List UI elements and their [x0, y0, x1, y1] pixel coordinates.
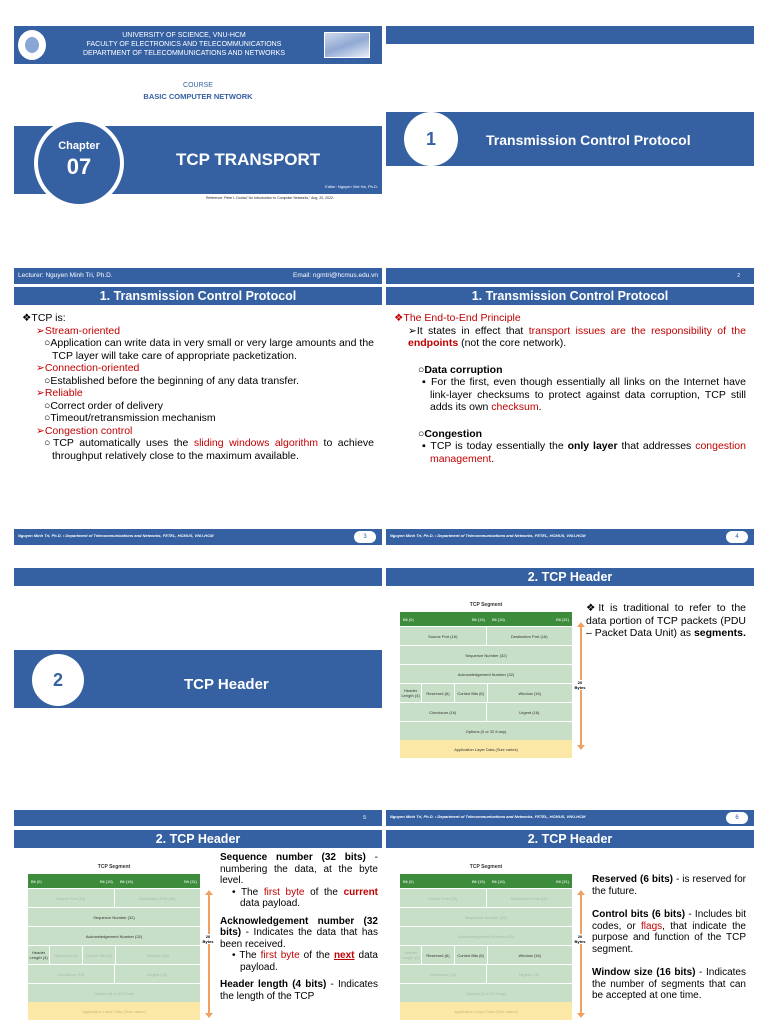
window-field: Window (16): [518, 690, 541, 696]
ack-bullet-end: data payload.: [240, 950, 378, 973]
bit-0-label: Bit (0): [403, 617, 414, 622]
seq-heading: Sequence number (32 bits): [220, 852, 366, 863]
footer-text: Nguyen Minh Tri, Ph.D. • Department of Telecommunications and Networks, FETEL, HCMUS, VNU-HCM: [390, 533, 586, 538]
footer-text: Nguyen Minh Tri, Ph.D. • Department of Telecommunications and Networks, FETEL, HCMUS, VNU-HCM: [390, 814, 586, 819]
page-number: 2: [737, 273, 740, 279]
bit-15-label: Bit (15): [100, 879, 113, 884]
lecturer-email: Email: ngmtri@hcmus.edu.vn: [293, 272, 378, 279]
bytes-label: 20 Bytes: [572, 934, 588, 944]
ack-number-field: Acknowledgement Number (32): [457, 671, 515, 677]
congestion-desc: TCP is today essentially the: [430, 440, 568, 452]
urgent-field: Urgent (16): [519, 709, 540, 715]
bit-header-row: [400, 612, 572, 626]
ack-heading: Acknowledgement number (32 bits): [220, 915, 378, 938]
chapter-label: Chapter: [58, 140, 100, 152]
section-number: 2: [32, 654, 84, 706]
size-arrow-icon: [208, 894, 210, 1014]
department-logo: [324, 32, 370, 58]
header-length-desc: - Indicates the length of the TCP: [220, 979, 378, 1002]
page-number: 6: [726, 812, 748, 824]
course-name: BASIC COMPUTER NETWORK: [143, 92, 253, 101]
circle-bullet-icon: ○: [44, 399, 51, 412]
checksum-term: checksum: [491, 401, 539, 413]
endpoints-term: endpoints: [408, 337, 459, 349]
congestion-desc-mid: that addresses: [617, 440, 696, 452]
control-bits-field: Control Bits (6): [83, 946, 116, 964]
flags-row: [28, 945, 200, 964]
slide-title: 2. TCP Header: [386, 568, 754, 586]
end-to-end-slide: [386, 287, 754, 545]
slide-title: 2. TCP Header: [14, 830, 382, 848]
conn-desc: Established before the beginning of any data transfer.: [50, 374, 300, 387]
current-term: current: [343, 886, 379, 898]
slide-body: [22, 311, 374, 462]
principle-heading: The End-to-End Principle: [403, 312, 521, 324]
sequence-row: [28, 907, 200, 926]
section-slide-1: [386, 26, 754, 284]
sequence-number-field: Sequence Number (32): [465, 652, 507, 658]
ack-number-field: Acknowledgement Number (32): [457, 933, 515, 939]
section-slide-2: [14, 568, 382, 826]
sequence-row: [400, 645, 572, 664]
data-corruption-heading: Data corruption: [424, 363, 503, 376]
ports-row: [28, 888, 200, 907]
principle-desc: It states in effect that: [416, 324, 529, 337]
bit-0-label: Bit (0): [403, 879, 414, 884]
sequence-number-field: Sequence Number (32): [93, 914, 135, 920]
sequence-number-slide: [14, 830, 382, 1024]
first-byte-term: first byte: [260, 950, 300, 961]
transport-issues-term: transport issues are the responsibility of the: [528, 324, 746, 337]
source-port-field: Source Port (16): [28, 889, 115, 907]
top-strip: [386, 26, 754, 44]
footer-bar: [14, 810, 382, 826]
conn-heading: Connection-oriented: [44, 362, 140, 374]
diagram-title: TCP Segment: [469, 864, 503, 870]
seq-desc: - numbering the data, at the byte level.: [220, 852, 379, 886]
reserved-field: Reserved (6): [422, 684, 455, 702]
options-row: [400, 721, 572, 740]
principle-desc-end: (not the core network).: [458, 337, 567, 349]
control-bits-heading: Control bits (6 bits): [592, 909, 686, 920]
congestion-desc-end: to achieve throughput relatively close to the maximum available.: [52, 437, 374, 462]
footer-bar: [14, 529, 382, 545]
ack-row: [400, 664, 572, 683]
diamond-bullet-icon: ❖: [394, 312, 404, 324]
bit-15-label: Bit (15): [472, 879, 485, 884]
first-byte-term: first byte: [263, 886, 305, 898]
reserved-field: Reserved (6): [50, 946, 83, 964]
destination-port-field: Destination Port (16): [510, 895, 548, 901]
options-field: Options (0 or 32 if any): [465, 728, 507, 734]
circle-bullet-icon: ○: [418, 427, 425, 440]
checksum-field: Checksum (16): [28, 965, 115, 983]
ack-bullet-mid: of the: [299, 950, 334, 961]
checksum-row: [400, 964, 572, 983]
size-arrow-icon: [580, 894, 582, 1014]
header-length-field: Header Length (4): [400, 946, 422, 964]
page-number: 4: [726, 531, 748, 543]
circle-bullet-icon: ○: [44, 374, 51, 387]
window-size-heading: Window size (16 bits): [592, 967, 696, 978]
stream-heading: Stream-oriented: [44, 324, 121, 337]
bit-16-label: Bit (16): [120, 879, 133, 884]
footer-text: Nguyen Minh Tri, Ph.D. • Department of Telecommunications and Networks, FETEL, HCMUS, VNU-HCM: [18, 533, 214, 538]
bit-header-row: [28, 874, 200, 888]
lecturer-name: Lecturer: Nguyen Minh Tri, Ph.D.: [18, 272, 113, 279]
top-strip: [14, 568, 382, 586]
seq-bullet-end: data payload.: [240, 898, 301, 909]
diagram-title: TCP Segment: [97, 864, 131, 870]
university-name: UNIVERSITY OF SCIENCE, VNU-HCM: [122, 32, 246, 39]
section-number: 1: [404, 112, 458, 166]
intro-text: TCP is:: [31, 312, 66, 324]
control-bits-desc-end: , that indicate the purpose and function of the TCP segment.: [592, 920, 746, 955]
bit-31-label: Bit (31): [556, 617, 569, 622]
bit-16-label: Bit (16): [492, 617, 505, 622]
dot-bullet-icon: •: [232, 886, 241, 898]
ack-desc: - Indicates the data that has been received.: [220, 927, 378, 950]
options-field: Options (0 or 32 if any): [93, 990, 135, 996]
bit-15-label: Bit (15): [472, 617, 485, 622]
app-data-row: Application Layer Data (Size varies): [400, 1002, 572, 1020]
window-field: Window (16): [518, 952, 541, 958]
bytes-label: 20 Bytes: [200, 934, 216, 944]
control-bits-field: Control Bits (6): [455, 946, 488, 964]
dot-bullet-icon: •: [232, 950, 240, 961]
slide-title: 1. Transmission Control Protocol: [386, 287, 754, 305]
reserved-field: Reserved (6): [422, 946, 455, 964]
urgent-field: Urgent (16): [147, 971, 168, 977]
segments-note: [586, 602, 746, 640]
arrow-bullet-icon: ➢: [36, 387, 45, 399]
options-field: Options (0 or 32 if any): [465, 990, 507, 996]
header-length-field: Header Length (4): [400, 684, 422, 702]
only-layer-term: only layer: [567, 440, 618, 452]
footer-bar: [386, 529, 754, 545]
section-title: TCP Header: [184, 676, 269, 693]
bytes-label: 20 Bytes: [572, 680, 588, 690]
tcp-header-slide: [386, 568, 754, 826]
footer-bar: [386, 810, 754, 826]
circle-bullet-icon: ○: [44, 337, 51, 349]
ack-row: [28, 926, 200, 945]
congestion-heading: Congestion: [424, 427, 483, 440]
header-length-heading: Header length (4 bits): [220, 979, 327, 990]
options-row: [28, 983, 200, 1002]
congestion-desc-end: .: [491, 452, 495, 465]
control-bits-desc: - Includes bit codes, or: [592, 909, 746, 932]
next-term: next: [333, 950, 355, 961]
sequence-number-field: Sequence Number (32): [465, 914, 507, 920]
reliable-item-2: Timeout/retransmission mechanism: [50, 412, 216, 424]
congestion-management-term: congestion management: [430, 440, 746, 465]
diamond-bullet-icon: ❖: [586, 602, 599, 614]
congestion-heading: Congestion control: [44, 424, 133, 437]
flags-term: flags: [641, 920, 663, 932]
stream-desc: Application can write data in very small or very large amounts and the TCP layer will take care of appropriate packetization.: [50, 337, 375, 362]
checksum-field: Checksum (16): [400, 703, 487, 721]
seq-bullet: The: [240, 886, 264, 898]
course-label: COURSE: [183, 82, 213, 89]
ack-number-field: Acknowledgement Number (32): [85, 933, 143, 939]
chapter-number: 07: [66, 154, 92, 179]
checksum-field: Checksum (16): [400, 965, 487, 983]
faculty-name: FACULTY OF ELECTRONICS AND TELECOMMUNICATIONS: [86, 41, 282, 48]
bit-31-label: Bit (31): [556, 879, 569, 884]
diagram-title: TCP Segment: [469, 602, 503, 608]
circle-bullet-icon: ○: [44, 412, 51, 424]
chapter-title: TCP TRANSPORT: [176, 150, 321, 169]
tcp-intro-slide: [14, 287, 382, 545]
source-port-field: Source Port (16): [400, 627, 487, 645]
congestion-desc: TCP automatically uses the: [52, 437, 194, 449]
tcp-segment-diagram: [400, 602, 572, 758]
checksum-row: [400, 702, 572, 721]
control-bits-slide: [386, 830, 754, 1024]
section-title: Transmission Control Protocol: [486, 132, 691, 148]
bit-16-label: Bit (16): [492, 879, 505, 884]
reliable-heading: Reliable: [44, 387, 83, 399]
app-data-row: Application Layer Data (Size varies): [28, 1002, 200, 1020]
flags-row: [400, 683, 572, 702]
circle-bullet-icon: ○: [418, 363, 425, 376]
footer-bar: [386, 268, 754, 284]
ports-row: [400, 626, 572, 645]
field-descriptions: [220, 852, 378, 1002]
options-row: [400, 983, 572, 1002]
tcp-segment-diagram: [400, 864, 572, 1020]
field-descriptions: [592, 874, 746, 1002]
slide-title: 2. TCP Header: [386, 830, 754, 848]
reserved-heading: Reserved (6 bits): [592, 874, 673, 885]
app-data-row: Application Layer Data (Size varies): [400, 740, 572, 758]
arrow-bullet-icon: ➢: [408, 324, 417, 337]
diamond-bullet-icon: ❖: [22, 312, 32, 324]
control-bits-field: Control Bits (6): [455, 684, 488, 702]
circle-bullet-icon: ○: [44, 437, 53, 449]
reference-text: Reference: Peter L Dordal,"An Introduction to Computer Networks," Aug. 20, 2022.: [206, 196, 334, 200]
department-name: DEPARTMENT OF TELECOMMUNICATIONS AND NETWORKS: [83, 50, 285, 57]
data-corruption-desc: For the first, even though essentially all links on the Internet have link-layer checksums to protect against data corruption, TCP still adds its own: [430, 376, 746, 413]
data-corruption-end: .: [538, 401, 542, 413]
sliding-window-term: sliding windows algorithm: [193, 437, 319, 449]
arrow-bullet-icon: ➢: [36, 424, 45, 437]
header-length-field: Header Length (4): [28, 946, 50, 964]
lecturer-bar: [14, 268, 382, 284]
destination-port-field: Destination Port (16): [510, 633, 548, 639]
checksum-row: [28, 964, 200, 983]
segments-desc: It is traditional to refer to the data portion of TCP packets (PDU – Packet Data Unit) as: [586, 602, 746, 639]
bit-header-row: [400, 874, 572, 888]
sequence-row: [400, 907, 572, 926]
ack-bullet: The: [239, 950, 261, 961]
chapter-circle: [34, 118, 124, 208]
bit-31-label: Bit (31): [184, 879, 197, 884]
page-number: 5: [363, 815, 366, 821]
university-header: [14, 26, 382, 64]
title-slide: [14, 26, 382, 284]
destination-port-field: Destination Port (16): [138, 895, 176, 901]
window-size-desc: - Indicates the number of segments that can be accepted at one time.: [592, 967, 746, 1001]
tcp-segment-diagram: [28, 864, 200, 1020]
page-number: 3: [354, 531, 376, 543]
square-bullet-icon: ▪: [422, 376, 431, 388]
urgent-field: Urgent (16): [519, 971, 540, 977]
arrow-bullet-icon: ➢: [36, 324, 45, 337]
flags-row: [400, 945, 572, 964]
slide-body: [394, 311, 746, 465]
arrow-bullet-icon: ➢: [36, 362, 45, 374]
bit-0-label: Bit (0): [31, 879, 42, 884]
seq-bullet-mid: of the: [304, 886, 344, 898]
ack-row: [400, 926, 572, 945]
segments-term: segments.: [693, 627, 746, 639]
reliable-item-1: Correct order of delivery: [50, 399, 163, 412]
square-bullet-icon: ▪: [422, 440, 431, 452]
window-field: Window (16): [146, 952, 169, 958]
source-port-field: Source Port (16): [400, 889, 487, 907]
ports-row: [400, 888, 572, 907]
slide-title: 1. Transmission Control Protocol: [14, 287, 382, 305]
reserved-desc: - is reserved for the future.: [592, 874, 746, 897]
editor-credit: Editor: Nguyen Viet Ha, Ph.D.: [325, 184, 378, 189]
university-logo: [16, 28, 48, 62]
